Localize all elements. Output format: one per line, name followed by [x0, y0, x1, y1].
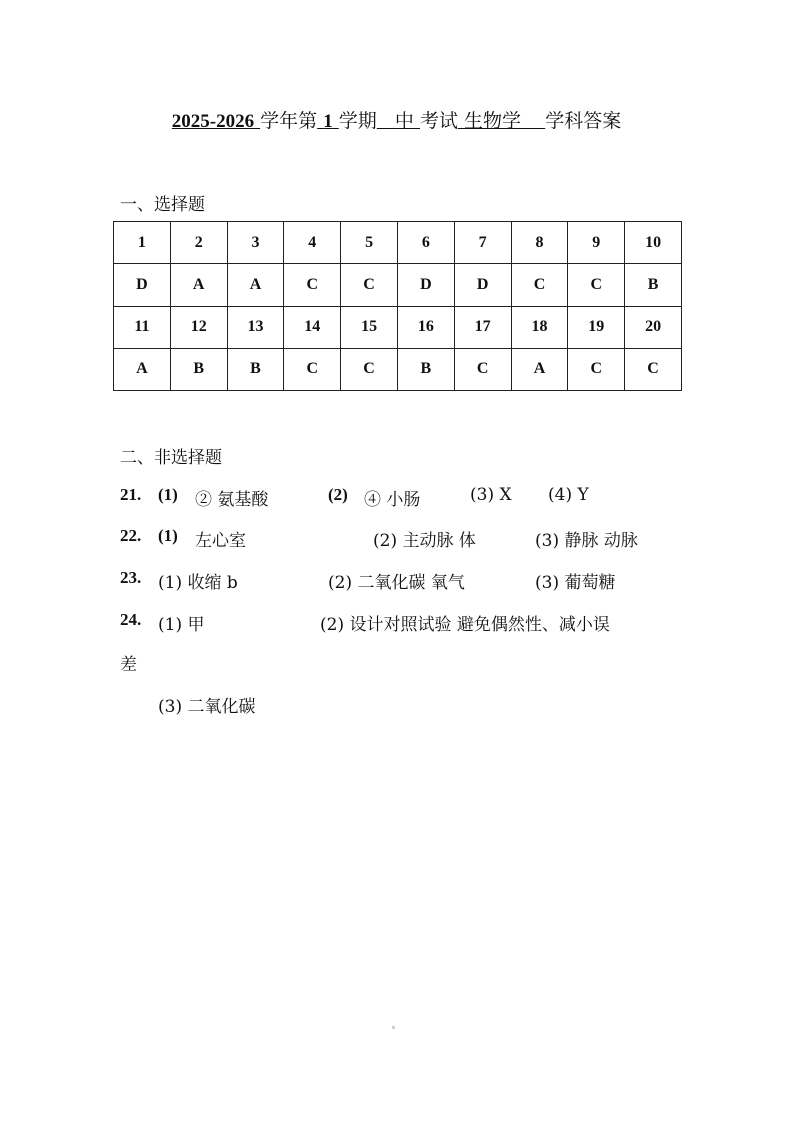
question-number-cell: 9	[568, 222, 625, 264]
answer-cell: B	[227, 348, 284, 390]
q24-part1: (1) 甲	[158, 615, 205, 635]
answer-cell: A	[511, 348, 568, 390]
answer-cell: A	[227, 264, 284, 306]
question-number-cell: 15	[341, 306, 398, 348]
question-number-row	[114, 306, 682, 348]
question-number-row	[114, 222, 682, 264]
question-number-cell: 17	[454, 306, 511, 348]
answer-cell: C	[341, 348, 398, 390]
q22-part1-answer: 左心室	[195, 531, 246, 551]
q21-part1-answer: ② 氨基酸	[195, 490, 269, 510]
question-number-cell: 3	[227, 222, 284, 264]
q24-part2-continued: 差	[120, 655, 137, 675]
question-number-cell: 16	[397, 306, 454, 348]
answer-cell: A	[170, 264, 227, 306]
page-mark	[392, 1026, 395, 1029]
answer-cell: B	[397, 348, 454, 390]
page-title	[0, 106, 793, 133]
question-number: 22.	[120, 526, 142, 545]
title-year: 2025-2026	[171, 111, 255, 132]
question-number-cell: 11	[114, 306, 171, 348]
answer-row	[114, 348, 682, 390]
question-number-cell: 10	[625, 222, 682, 264]
question-22	[120, 526, 141, 546]
question-number-cell: 19	[568, 306, 625, 348]
q23-part3: (3) 葡萄糖	[535, 573, 616, 593]
question-number-cell: 20	[625, 306, 682, 348]
section1-heading: 一、选择题	[120, 195, 205, 215]
title-year-label: 学年第	[260, 110, 318, 132]
answer-cell: B	[625, 264, 682, 306]
q22-part1-label: (1)	[158, 526, 178, 545]
question-number-cell: 4	[284, 222, 341, 264]
q24-part2: (2) 设计对照试验 避免偶然性、减小误	[320, 615, 610, 635]
question-23	[120, 568, 141, 588]
question-number-cell: 18	[511, 306, 568, 348]
question-number: 21.	[120, 485, 142, 504]
title-subject: 生物学	[464, 110, 522, 132]
answer-cell: C	[625, 348, 682, 390]
title-term-label: 学期	[338, 110, 377, 132]
question-number-cell: 8	[511, 222, 568, 264]
q23-part1: (1) 收缩 b	[158, 573, 238, 593]
q21-part1-label: (1)	[158, 485, 178, 504]
title-term: 1	[323, 111, 333, 132]
question-21	[120, 485, 141, 505]
question-number: 23.	[120, 568, 142, 587]
q21-part2-label: (2)	[328, 485, 348, 504]
question-number-cell: 7	[454, 222, 511, 264]
question-number-cell: 2	[170, 222, 227, 264]
question-number: 24.	[120, 610, 142, 629]
answer-cell: C	[568, 348, 625, 390]
answer-table	[113, 221, 682, 391]
question-number-cell: 6	[397, 222, 454, 264]
q21-part2-answer: ④ 小肠	[364, 490, 421, 510]
q21-part3: (3) X	[470, 485, 512, 505]
question-number-cell: 14	[284, 306, 341, 348]
answer-cell: D	[114, 264, 171, 306]
question-number-cell: 12	[170, 306, 227, 348]
answer-cell: D	[454, 264, 511, 306]
answer-cell: C	[511, 264, 568, 306]
answer-cell: D	[397, 264, 454, 306]
answer-cell: C	[284, 348, 341, 390]
q22-part2: (2) 主动脉 体	[373, 531, 476, 551]
title-exam-type: 中	[394, 110, 414, 132]
answer-row	[114, 264, 682, 306]
q24-part3: (3) 二氧化碳	[158, 697, 256, 717]
section2-heading: 二、非选择题	[120, 448, 222, 468]
q23-part2: (2) 二氧化碳 氧气	[328, 573, 465, 593]
title-subject-label: 学科答案	[545, 110, 622, 132]
q21-part4: (4) Y	[548, 485, 589, 505]
answer-cell: C	[454, 348, 511, 390]
title-exam-label: 考试	[419, 110, 458, 132]
answer-cell: B	[170, 348, 227, 390]
question-number-cell: 1	[114, 222, 171, 264]
question-number-cell: 13	[227, 306, 284, 348]
question-number-cell: 5	[341, 222, 398, 264]
question-24	[120, 610, 141, 630]
answer-cell: C	[284, 264, 341, 306]
q22-part3: (3) 静脉 动脉	[535, 531, 638, 551]
answer-cell: C	[568, 264, 625, 306]
answer-cell: C	[341, 264, 398, 306]
answer-cell: A	[114, 348, 171, 390]
